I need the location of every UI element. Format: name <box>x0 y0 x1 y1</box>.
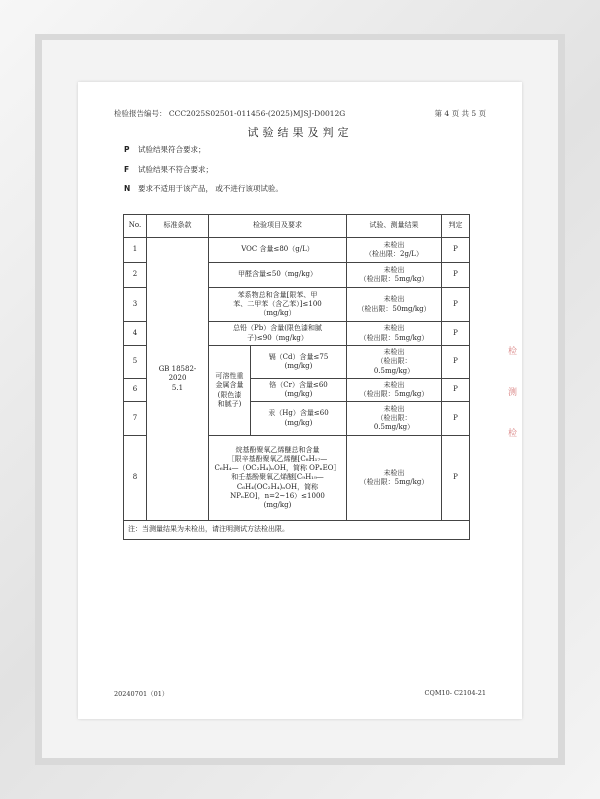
row-verdict: P <box>442 238 470 263</box>
row-result: 未检出 （检出限：2g/L） <box>347 238 442 263</box>
heavy-metal-group-label: 可溶性重 金属含量 (限色漆 和腻子) <box>209 346 251 436</box>
legend-fail <box>124 164 213 175</box>
seal-stamp <box>508 344 526 444</box>
row-result: 未检出 （检出限：5mg/kg） <box>347 436 442 521</box>
header-clause: 标准条款 <box>147 215 209 238</box>
row-result: 未检出 （检出限：5mg/kg） <box>347 322 442 346</box>
row-no: 5 <box>124 346 147 379</box>
row-verdict: P <box>442 263 470 288</box>
stamp-char: 检 <box>508 429 518 439</box>
row-item: 镉（Cd）含量≤75 (mg/kg) <box>251 346 347 379</box>
row-item: 烷基酚聚氧乙烯醚总和含量 ［限辛基酚聚氧乙烯醚[C₈H₁₇— C₆H₄—（OC₂H₄)ₙOH，简称 OPₙEO］ 和壬基酚聚氧乙烯醚[C₉H₁₉— C₆H₄(OC₂H₄)ₙOH，简称 NPₙEO]，n=2~16）≤1000 (mg/kg) <box>209 436 347 521</box>
row-no: 4 <box>124 322 147 346</box>
row-no: 8 <box>124 436 147 521</box>
stamp-char: 检 <box>508 347 518 357</box>
row-item: VOC 含量≤80（g/L） <box>209 238 347 263</box>
row-verdict: P <box>442 436 470 521</box>
row-verdict: P <box>442 379 470 402</box>
legend-na <box>124 183 283 194</box>
table-header-row <box>124 215 470 238</box>
legend-text: 试验结果不符合要求； <box>138 165 213 174</box>
row-no: 3 <box>124 288 147 322</box>
row-item: 甲醛含量≤50（mg/kg） <box>209 263 347 288</box>
table-row <box>124 238 470 263</box>
footer-date-code: 20240701（01） <box>114 690 169 698</box>
row-no: 1 <box>124 238 147 263</box>
stamp-char: 测 <box>508 388 518 398</box>
header-no: No. <box>124 215 147 238</box>
row-item: 铬（Cr）含量≤60 (mg/kg) <box>251 379 347 402</box>
row-result: 未检出 （检出限：5mg/kg） <box>347 263 442 288</box>
legend-text: 试验结果符合要求； <box>138 145 206 154</box>
header-verdict: 判定 <box>442 215 470 238</box>
clause-cell: GB 18582- 2020 5.1 <box>147 238 209 521</box>
row-no: 6 <box>124 379 147 402</box>
row-item: 苯系物总和含量[限苯、甲 苯、二甲苯（含乙苯）]≤100 （mg/kg） <box>209 288 347 322</box>
report-number: 检验报告编号： CCC2025S02501-011456-(2025)MJSJ-D0012G <box>114 109 346 118</box>
page-title: 试验结果及判定 <box>247 126 353 139</box>
legend-code: N <box>124 184 131 193</box>
row-verdict: P <box>442 322 470 346</box>
row-verdict: P <box>442 402 470 436</box>
header-result: 试验、测量结果 <box>347 215 442 238</box>
row-item: 总铅（Pb）含量(限色漆和腻 子)≤90（mg/kg） <box>209 322 347 346</box>
row-result: 未检出 （检出限：5mg/kg） <box>347 379 442 402</box>
results-table <box>123 214 470 540</box>
table-note-row <box>124 521 470 540</box>
row-verdict: P <box>442 346 470 379</box>
table-note: 注：当测量结果为未检出，请注明测试方法检出限。 <box>124 521 470 540</box>
report-page <box>78 82 522 719</box>
row-result: 未检出 （检出限：50mg/kg） <box>347 288 442 322</box>
page-number: 第 4 页 共 5 页 <box>434 109 486 118</box>
legend-code: P <box>124 145 130 154</box>
row-item: 汞（Hg）含量≤60 (mg/kg) <box>251 402 347 436</box>
row-result: 未检出 （检出限： 0.5mg/kg） <box>347 402 442 436</box>
footer-form-code: CQM10- C2104-21 <box>424 689 486 697</box>
row-verdict: P <box>442 288 470 322</box>
legend-code: F <box>124 165 130 174</box>
row-result: 未检出 （检出限： 0.5mg/kg） <box>347 346 442 379</box>
row-no: 7 <box>124 402 147 436</box>
legend-text: 要求不适用于该产品， 或不进行该项试验。 <box>138 184 283 193</box>
row-no: 2 <box>124 263 147 288</box>
header-item: 检验项目及要求 <box>209 215 347 238</box>
legend-pass <box>124 144 206 155</box>
